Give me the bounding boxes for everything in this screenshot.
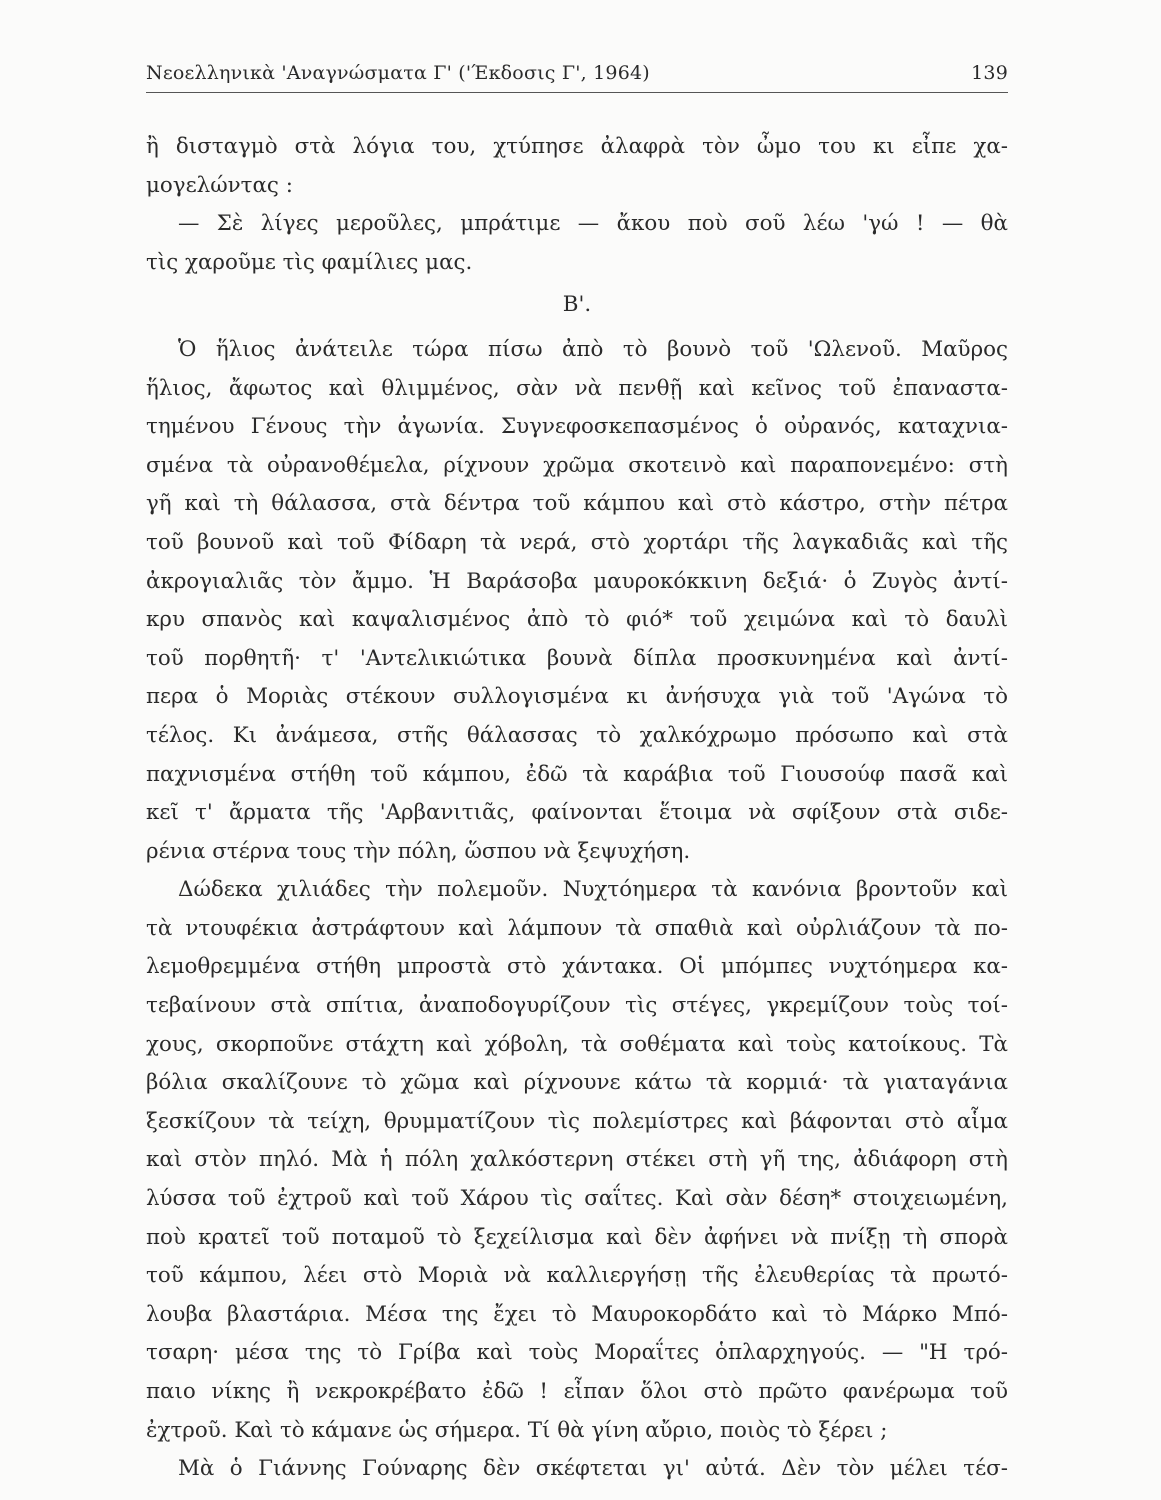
text-line: λουβα βλαστάρια. Μέσα της ἔχει τὸ Μαυροκορδάτο καὶ τὸ Μάρκο Μπό- [146,1301,1008,1327]
section-marker: Β'. [562,292,592,318]
text-line: ἥλιος, ἄφωτος καὶ θλιμμένος, σὰν νὰ πενθῇ καὶ κεῖνος τοῦ ἐπαναστα- [146,375,1008,401]
text-line: ξεσκίζουν τὰ τείχη, θρυμματίζουν τὶς πολεμίστρες καὶ βάφονται στὸ αἷμα [146,1108,1008,1134]
text-line: βόλια σκαλίζουνε τὸ χῶμα καὶ ρίχνουνε κάτω τὰ κορμιά· τὰ γιαταγάνια [146,1070,1008,1096]
text-line: τοῦ βουνοῦ καὶ τοῦ Φίδαρη τὰ νερά, στὸ χορτάρι τῆς λαγκαδιᾶς καὶ τῆς [146,529,1008,555]
text-line: — Σὲ λίγες μεροῦλες, μπράτιμε — ἄκου ποὺ σοῦ λέω 'γώ ! — θὰ [178,211,1008,237]
text-line: γῆ καὶ τὴ θάλασσα, στὰ δέντρα τοῦ κάμπου καὶ στὸ κάστρο, στὴν πέτρα [146,491,1008,517]
text-line: Ὁ ἥλιος ἀνάτειλε τώρα πίσω ἀπὸ τὸ βουνὸ τοῦ 'Ωλενοῦ. Μαῦρος [178,336,1008,362]
text-line: κρυ σπανὸς καὶ καψαλισμένος ἀπὸ τὸ φιό* τοῦ χειμώνα καὶ τὸ δαυλὶ [146,607,1008,633]
text-line: λεμοθρεμμένα στήθη μπροστὰ στὸ χάντακα. Οἱ μπόμπες νυχτόημερα κα- [146,954,1008,980]
body-text [146,128,1008,1489]
text-line: τημένου Γένους τὴν ἀγωνία. Συγνεφοσκεπασμένος ὁ οὐρανός, καταχνια- [146,414,1008,440]
text-line: τσαρη· μέσα της τὸ Γρίβα καὶ τοὺς Μοραΐτες ὁπλαρχηγούς. — "Η τρό- [146,1340,1008,1366]
text-line: καὶ στὸν πηλό. Μὰ ἡ πόλη χαλκόστερνη στέκει στὴ γῆ της, ἀδιάφορη στὴ [146,1147,1008,1173]
text-line: κεῖ τ' ἄρματα τῆς 'Αρβανιτιᾶς, φαίνονται ἕτοιμα νὰ σφίξουν στὰ σιδε- [146,800,1008,826]
text-line: σμένα τὰ οὐρανοθέμελα, ρίχνουν χρῶμα σκοτεινὸ καὶ παραπονεμένο: στὴ [146,452,1008,478]
text-line: Δώδεκα χιλιάδες τὴν πολεμοῦν. Νυχτόημερα τὰ κανόνια βροντοῦν καὶ [178,877,1008,903]
text-line: παχνισμένα στήθη τοῦ κάμπου, ἐδῶ τὰ καράβια τοῦ Γιουσούφ πασᾶ καὶ [146,761,1008,787]
text-line: παιο νίκης ἢ νεκροκρέβατο ἐδῶ ! εἶπαν ὅλοι στὸ πρῶτο φανέρωμα τοῦ [146,1379,1008,1404]
text-line: λύσσα τοῦ ἐχτροῦ καὶ τοῦ Χάρου τὶς σαΐτες. Καὶ σὰν δέση* στοιχειωμένη, [146,1186,1008,1212]
text-line: Μὰ ὁ Γιάννης Γούναρης δὲν σκέφτεται γι' αὐτά. Δὲν τὸν μέλει τέσ- [178,1456,1008,1482]
text-line: χους, σκορποῦνε στάχτη καὶ χόβολη, τὰ σοθέματα καὶ τοὺς κατοίκους. Τὰ [146,1031,1008,1057]
text-line: τοῦ κάμπου, λέει στὸ Μοριὰ νὰ καλλιεργήσῃ τῆς ἐλευθερίας τὰ πρωτό- [146,1263,1008,1289]
running-header [146,62,1008,93]
text-line: ποὺ κρατεῖ τοῦ ποταμοῦ τὸ ξεχείλισμα καὶ δὲν ἀφήνει νὰ πνίξῃ τὴ σπορὰ [146,1224,1008,1250]
text-line: ἐχτροῦ. Καὶ τὸ κάμανε ὡς σήμερα. Τί θὰ γίνη αὔριο, ποιὸς τὸ ξέρει ; [146,1417,888,1443]
text-line: ρένια στέρνα τους τὴν πόλη, ὥσπου νὰ ξεψυχήση. [146,838,691,864]
header-title: Νεοελληνικὰ 'Αναγνώσματα Γ' ('Έκδοσις Γ', 1964) [146,62,650,84]
text-line: τέλος. Κι ἀνάμεσα, στῆς θάλασσας τὸ χαλκόχρωμο πρόσωπο καὶ στὰ [146,722,1008,748]
text-line: ἀκρογιαλιᾶς τὸν ἄμμο. Ἡ Βαράσοβα μαυροκόκκινη δεξιά· ὁ Ζυγὸς ἀντί- [146,568,1008,594]
text-line: ἢ δισταγμὸ στὰ λόγια του, χτύπησε ἀλαφρὰ τὸν ὦμο του κι εἶπε χα- [146,134,1008,159]
text-line: περα ὁ Μοριὰς στέκουν συλλογισμένα κι ἀνήσυχα γιὰ τοῦ 'Αγώνα τὸ [146,684,1008,710]
text-line: μογελώντας : [146,172,293,198]
text-line: τὶς χαροῦμε τὶς φαμίλιες μας. [146,249,473,275]
page-number: 139 [971,62,1008,84]
text-line: τοῦ πορθητῆ· τ' 'Αντελικιώτικα βουνὰ δίπλα προσκυνημένα καὶ ἀντί- [146,645,1008,671]
text-line: τὰ ντουφέκια ἀστράφτουν καὶ λάμπουν τὰ σπαθιὰ καὶ οὐρλιάζουν τὰ πο- [146,915,1008,941]
text-line: τεβαίνουν στὰ σπίτια, ἀναποδογυρίζουν τὶς στέγες, γκρεμίζουν τοὺς τοί- [146,993,1008,1019]
